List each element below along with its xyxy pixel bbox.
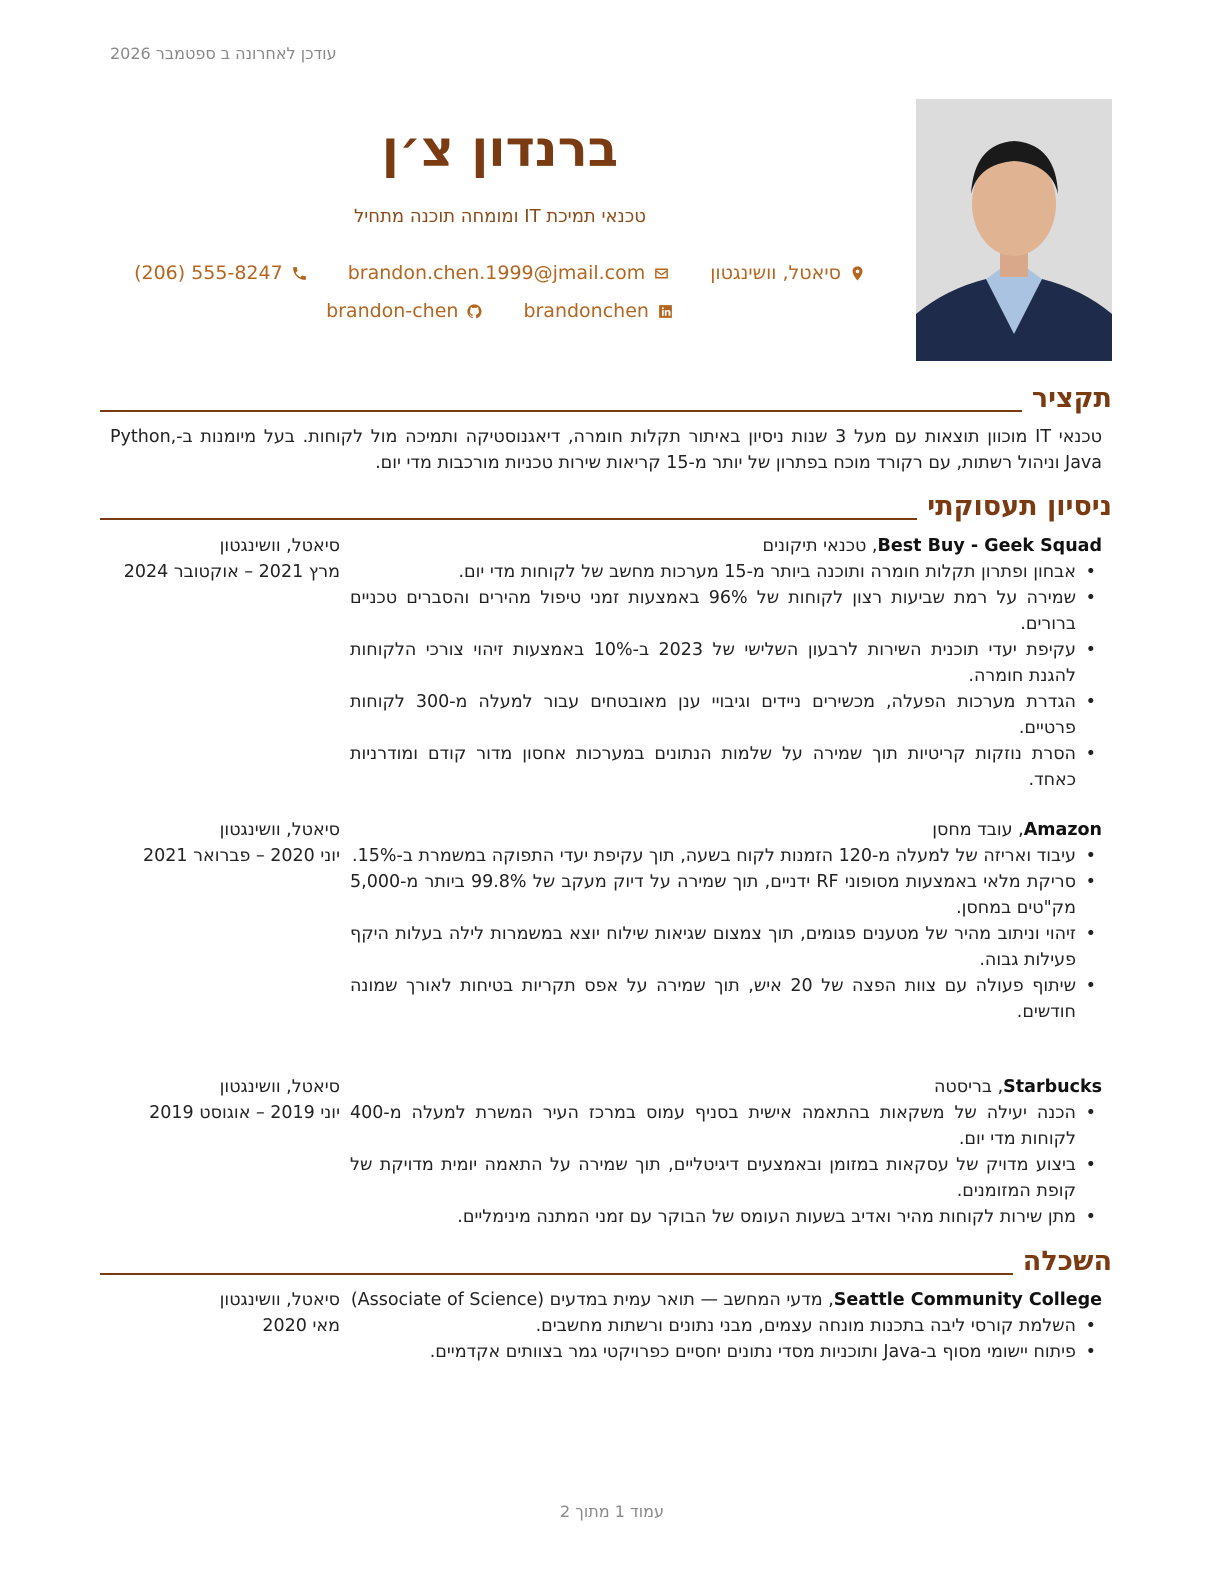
- candidate-tagline: טכנאי תמיכת IT ומומחה תוכנה מתחיל: [354, 206, 646, 227]
- section-header-summary: [100, 385, 1112, 412]
- envelope-icon: [653, 265, 670, 282]
- entry-meta: [110, 1074, 340, 1126]
- entry-role: , מדעי המחשב — תואר עמית במדעים (Associate of Science): [350, 1290, 834, 1310]
- contact-row-primary: [100, 262, 900, 284]
- section-divider: [100, 518, 917, 520]
- contact-email-link[interactable]: [348, 262, 671, 284]
- contact-phone-link[interactable]: [134, 262, 308, 284]
- bullet-item: • הסרת נוזקות קריטיות תוך שמירה על שלמות הנתונים במערכות אחסון מדור קודם ומודרניות כאחד.: [350, 741, 1076, 793]
- entry-location: סיאטל, וושינגטון: [219, 820, 340, 840]
- entry-org: Amazon: [1023, 820, 1102, 840]
- entry-bullets: [350, 843, 1102, 1025]
- bullet-item: • ביצוע מדויק של עסקאות במזומן ובאמצעים דיגיטליים, תוך שמירה על התאמה יומית מדויקת של קופת המזומנים.: [350, 1152, 1076, 1204]
- bullet-item: • שיתוף פעולה עם צוות הפצה של 20 איש, תוך שמירה על אפס תקריות בטיחות לאורך שמונה חודשים.: [350, 973, 1076, 1025]
- entry-heading: [350, 817, 1102, 843]
- bullet-item: • הגדרת מערכות הפעלה, מכשירים ניידים וגיבויי ענן מאובטחים עבור למעלה מ-300 לקוחות פרטיים.: [350, 689, 1076, 741]
- bullet-item: • סריקת מלאי באמצעות מסופוני RF ידניים, תוך שמירה על דיוק מעקב של 99.8% ביותר מ-5,000 מק"טים במחסן.: [350, 869, 1076, 921]
- section-title-experience: ניסיון תעסוקתי: [927, 491, 1112, 522]
- github-text: brandon-chen: [326, 300, 459, 322]
- section-header-experience: [100, 493, 1112, 520]
- entry-dates: מאי 2020: [262, 1316, 340, 1336]
- entry-bullets: [350, 1313, 1102, 1365]
- bullet-item: • עיבוד ואריזה של למעלה מ-120 הזמנות לקוח בשעה, תוך עקיפת יעדי התפוקה במשמרת ב-15%.: [350, 843, 1076, 869]
- entry-dates: יוני 2019 – אוגוסט 2019: [149, 1103, 340, 1123]
- contact-location: [710, 262, 866, 284]
- bullet-item: • השלמת קורסי ליבה בתכנות מונחה עצמים, מבני נתונים ורשתות מחשבים.: [350, 1313, 1076, 1339]
- entry-org: Starbucks: [1003, 1077, 1102, 1097]
- experience-entry: [100, 533, 1102, 793]
- linkedin-icon: [657, 303, 674, 320]
- section-title-education: השכלה: [1022, 1246, 1112, 1277]
- entry-meta: [110, 1287, 340, 1339]
- last-updated-note: עודכן לאחרונה ב ספטמבר 2026: [110, 44, 337, 63]
- section-divider: [100, 410, 1022, 412]
- bullet-item: • זיהוי וניתוב מהיר של מטענים פגומים, תוך צמצום שגיאות שילוח יוצא במשמרות לילה בעלות היקף פעילות גבוה.: [350, 921, 1076, 973]
- contact-linkedin-link[interactable]: [523, 300, 674, 322]
- linkedin-text: brandonchen: [523, 300, 649, 322]
- entry-meta: [110, 817, 340, 869]
- entry-bullets: [350, 1100, 1102, 1230]
- profile-photo: [916, 99, 1112, 361]
- entry-org: Best Buy - Geek Squad: [877, 536, 1102, 556]
- entry-dates: יוני 2020 – פברואר 2021: [143, 846, 340, 866]
- contact-github-link[interactable]: [326, 300, 483, 322]
- bullet-item: • מתן שירות לקוחות מהיר ואדיב בשעות העומס של הבוקר עם זמני המתנה מינימליים.: [350, 1204, 1076, 1230]
- entry-heading: [350, 1287, 1102, 1313]
- entry-role: , עובד מחסן: [932, 820, 1024, 840]
- entry-meta: [110, 533, 340, 585]
- section-header-education: [100, 1248, 1112, 1275]
- map-pin-icon: [849, 265, 866, 282]
- summary-text: טכנאי IT מוכוון תוצאות עם מעל 3 שנות ניסיון באיתור תקלות חומרה, דיאגנוסטיקה ותמיכה מול לקוחות. בעל מיומנות ב-Python, Java וניהול רשתות, עם רקורד מוכח בפתרון של יותר מ-15 קריאות שירות טכניות מורכבות מדי יום.: [110, 427, 1102, 473]
- entry-heading: [350, 533, 1102, 559]
- entry-location: סיאטל, וושינגטון: [219, 1077, 340, 1097]
- section-title-summary: תקציר: [1031, 383, 1112, 414]
- phone-icon: [291, 265, 308, 282]
- entry-role: , טכנאי תיקונים: [762, 536, 878, 556]
- page-footer: עמוד 1 מתוך 2: [560, 1502, 664, 1521]
- experience-entry: [100, 817, 1102, 1025]
- entry-location: סיאטל, וושינגטון: [219, 536, 340, 556]
- entry-role: , בריסטה: [934, 1077, 1004, 1097]
- entry-dates: מרץ 2021 – אוקטובר 2024: [123, 562, 340, 582]
- education-entry: [100, 1287, 1102, 1365]
- entry-bullets: [350, 559, 1102, 793]
- bullet-item: • אבחון ופתרון תקלות חומרה ותוכנה ביותר מ-15 מערכות מחשב של לקוחות מדי יום.: [350, 559, 1076, 585]
- experience-entry: [100, 1074, 1102, 1230]
- location-text: סיאטל, וושינגטון: [710, 262, 841, 284]
- entry-org: Seattle Community College: [833, 1290, 1102, 1310]
- phone-text: (206) 555-8247: [134, 262, 283, 284]
- contact-row-social: [100, 300, 900, 322]
- email-text: brandon.chen.1999@jmail.com: [347, 262, 646, 284]
- bullet-item: • עקיפת יעדי תוכנית השירות לרבעון השלישי של 2023 ב-10% באמצעות זיהוי צורכי הלקוחות להגנת חומרה.: [350, 637, 1076, 689]
- bullet-item: • פיתוח יישומי מסוף ב-Java ותוכניות מסדי נתונים יחסיים כפרויקטי גמר בצוותים אקדמיים.: [350, 1339, 1076, 1365]
- section-divider: [100, 1273, 1013, 1275]
- entry-heading: [350, 1074, 1102, 1100]
- candidate-name: ברנדון צ׳ן: [381, 120, 619, 178]
- entry-location: סיאטל, וושינגטון: [219, 1290, 340, 1310]
- bullet-item: • שמירה על רמת שביעות רצון לקוחות של 96% באמצעות זמני טיפול מהירים והסברים טכניים ברורים.: [350, 585, 1076, 637]
- github-icon: [466, 303, 483, 320]
- bullet-item: • הכנה יעילה של משקאות בהתאמה אישית בסניף עמוס במרכז העיר המשרת למעלה מ-400 לקוחות מדי יום.: [350, 1100, 1076, 1152]
